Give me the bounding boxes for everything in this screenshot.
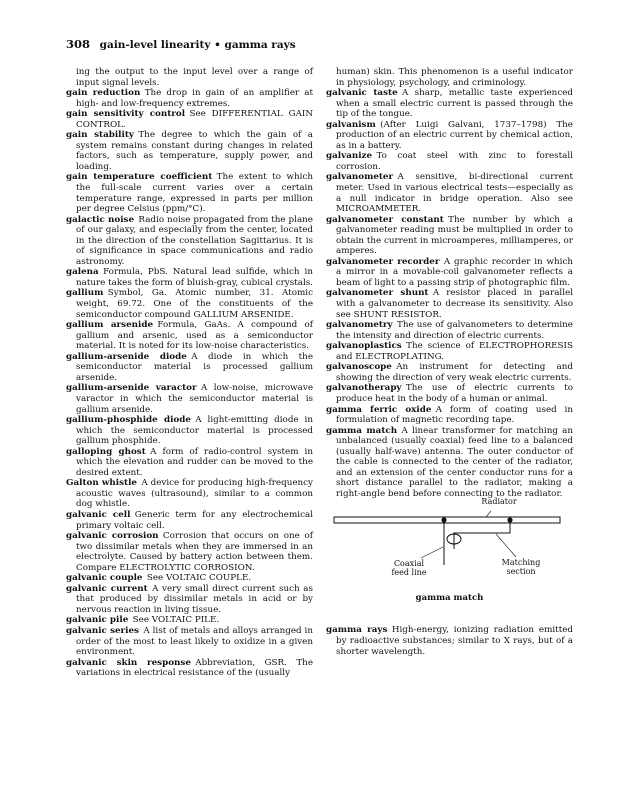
dictionary-entry [66,658,313,679]
entry-definition: A sensitive, bi-directional current meter. Used in various electrical tests—especially as a null indicator in bridge operation. Also see MICROAMMETER. [336,172,573,215]
matching-label-line1: Matching [501,558,541,568]
entry-definition: Formula, GaAs. A compound of gallium and arsenic, used as a semiconductor material. It is noted for its low-noise characteristics. [76,320,313,352]
entry-term: galvanometer recorder [326,256,440,267]
entry-definition: A form of radio-control system in which the elevation and rudder can be moved to the desired extent. [76,446,313,478]
entry-term: galloping ghost [66,446,146,457]
entry-term: galvanoplastics [326,341,402,352]
dictionary-entry [66,130,313,172]
center-connection-dot [441,518,446,523]
entry-term: galvanic corrosion [66,531,159,542]
entry-definition: Symbol, Ga. Atomic number, 31. Atomic weight, 69.72. One of the constituents of the semiconductor compound GALLIUM ARSENIDE. [76,288,313,320]
entry-term: galactic noise [66,214,135,225]
radiator-rod [334,517,560,523]
entry-definition: A light-emitting diode in which the semiconductor material is processed gallium phosphide. [76,415,313,447]
entry-term: gamma rays [326,625,388,636]
dictionary-entry [326,426,573,500]
entry-term: galvanism [326,119,376,130]
coax-label-line1: Coaxial [393,559,425,569]
entry-definition: Corrosion that occurs on one of two dissimilar metals when they are immersed in an electrolyte. Caused by battery action between them. Compare ELECTROLYTIC CORROSION. [76,531,314,573]
entry-definition: A diode in which the semiconductor material is processed gallium arsenide. [76,351,313,383]
coax-feed-label [384,559,434,577]
entry-definition: (After Luigi Galvani, 1737–1798) The production of an electric current by chemical action, as in a battery. [336,119,573,151]
dictionary-entry [326,215,573,257]
coax-label-line2: feed line [391,568,427,578]
entry-term: galvanic couple [66,573,143,584]
dictionary-entry [66,267,313,288]
dictionary-entry [66,352,313,384]
dictionary-entry [66,584,313,616]
entry-term: gain stability [66,130,134,141]
entry-definition: The number by which a galvanometer reading must be multiplied in order to obtain the current in microamperes, milliamperes, or amperes. [336,214,573,257]
dictionary-entry [326,288,573,320]
entry-definition: A form of coating used in formulation of magnetic recording tape. [336,404,573,426]
dictionary-entry [326,88,573,120]
dictionary-entry [326,362,573,383]
entry-definition: A device for producing high-frequency acoustic waves (ultrasound), similar to a common dog whistle. [76,478,313,510]
entry-term: gallium-arsenide diode [66,351,187,362]
dictionary-entry [66,626,313,658]
entry-term: gamma match [326,425,398,436]
dictionary-entry [326,405,573,426]
page-number: 308 [66,37,91,51]
entry-continuation [66,67,313,88]
dictionary-entry [326,625,573,657]
entry-definition: The use of electric currents to produce heat in the body of a human or animal. [336,383,573,404]
entry-definition: A linear transformer for matching an unbalanced (usually coaxial) feed line to a balanced (usually half-wave) antenna. The outer conductor of the cable is connected to the center of the radiator, and an extension of the center conductor runs for a short distance parallel to the radiator, making a right-angle bend before connecting to the radiator. [336,425,573,499]
dictionary-entry [66,288,313,320]
entry-definition: A graphic recorder in which a mirror in a movable-coil galvanometer reflects a beam of light to a passing strip of photographic film. [336,256,573,288]
dictionary-entry [66,573,313,584]
entry-term: galvanic series [66,625,139,636]
dictionary-entry [326,383,573,404]
dictionary-entry [66,109,313,130]
entry-definition: ing the output to the input level over a range of input signal levels. [76,67,313,88]
dictionary-entry [66,215,313,268]
entry-term: galvanic cell [66,509,131,520]
entry-term: galvanoscope [326,362,392,373]
right-column [326,67,573,657]
entry-definition: A list of metals and alloys arranged in order of the most to least likely to oxidize in a given environment. [76,625,313,658]
matching-label-line2: section [506,567,536,577]
matching-section-label [496,558,546,576]
entry-term: galvanometry [326,320,393,331]
entry-term: gallium-phosphide diode [66,415,191,426]
dictionary-entry [326,341,573,362]
entry-term: gallium [66,288,104,299]
entry-term: gallium-arsenide varactor [66,383,197,394]
entry-term: galvanometer constant [326,214,444,225]
entry-term: galvanic taste [326,88,398,99]
left-column [66,67,313,679]
matching-leader [496,534,516,557]
entry-definition: The use of galvanometers to determine the intensity and direction of electric currents. [336,320,573,341]
right-column-entries [326,67,573,499]
entry-term: galvanic current [66,583,148,594]
entry-definition: See VOLTAIC PILE. [132,615,220,626]
entry-term: galena [66,267,99,278]
dictionary-entry [66,447,313,479]
entry-term: galvanometer [326,172,394,183]
entry-definition: An instrument for detecting and showing the direction of very weak electric currents. [336,362,573,383]
dictionary-entry [326,172,573,214]
dictionary-entry [66,172,313,214]
entry-term: galvanic pile [66,615,129,626]
entry-definition: Radio noise propagated from the plane of our galaxy, and especially from the center, located in the direction of the constellation Sagittarius. It is of significance in space communications and radio astronomy. [76,214,313,267]
right-column-after-figure [326,625,573,657]
entry-definition: human) skin. This phenomenon is a useful indicator in physiology, psychology, and criminology. [336,67,573,88]
entry-term: galvanotherapy [326,383,402,394]
running-header [66,37,296,51]
entry-term: galvanic skin response [66,657,191,668]
entry-definition: The extent to which the full-scale current varies over a certain temperature range, expressed in parts per million per degree Celsius (ppm/°C). [76,172,313,215]
dictionary-entry [66,320,313,352]
radiator-label: Radiator [481,497,517,507]
gamma-match-figure [326,497,573,625]
entry-definition: Generic term for any electrochemical primary voltaic cell. [76,509,313,531]
running-title: gain-level linearity • gamma rays [99,39,296,51]
entry-definition: A very small direct current such as that produced by dissimilar metals in acid or by nervous reaction in living tissue. [76,583,313,615]
entry-term: gain temperature coefficient [66,172,213,183]
entry-definition: Formula, PbS. Natural lead sulfide, which in nature takes the form of bluish-gray, cubical crystals. [76,267,314,288]
entry-term: gain reduction [66,88,141,99]
entry-term: gallium arsenide [66,320,154,331]
entry-definition: A sharp, metallic taste experienced when a small electric current is passed through the tip of the tongue. [336,88,573,120]
dictionary-entry [66,531,313,573]
entry-term: gamma ferric oxide [326,404,432,415]
figure-caption: gamma match [415,593,484,604]
dictionary-entry [326,257,573,289]
dictionary-entry [66,615,313,626]
dictionary-entry [326,151,573,172]
dictionary-entry [66,383,313,415]
matching-section [454,523,510,549]
entry-continuation [326,67,573,88]
entry-definition: See DIFFERENTIAL GAIN CONTROL. [76,109,313,130]
radiator-leader [486,511,491,517]
entry-definition: The drop in gain of an amplifier at high- and low-frequency extremes. [76,88,313,109]
entry-definition: The science of ELECTROPHORESIS and ELECTROPLATING. [336,341,573,362]
dictionary-entry [326,320,573,341]
entry-definition: A low-noise, microwave varactor in which the semiconductor material is gallium arsenide. [76,383,313,415]
dictionary-entry [66,510,313,531]
entry-definition: High-energy, ionizing radiation emitted by radioactive substances; similar to X rays, but of a shorter wavelength. [336,625,573,657]
entry-definition: Abbreviation, GSR. The variations in electrical resistance of the (usually [76,657,313,679]
entry-definition: The degree to which the gain of a system remains constant during changes in related factors, such as temperature, supply power, and loading. [76,130,314,172]
dictionary-entry [326,120,573,152]
coax-leader [421,547,443,558]
entry-term: galvanize [326,151,373,162]
dictionary-entry [66,88,313,109]
entry-definition: See VOLTAIC COUPLE. [146,573,252,584]
dictionary-entry [66,415,313,447]
shorting-bar-dot [507,518,512,523]
entry-definition: To coat steel with zinc to forestall corrosion. [336,151,573,172]
dictionary-entry [66,478,313,510]
entry-term: gain sensitivity control [66,109,186,120]
entry-term: Galton whistle [66,478,137,489]
entry-definition: A resistor placed in parallel with a galvanometer to decrease its sensitivity. Also see SHUNT RESISTOR. [336,288,573,320]
entry-term: galvanometer shunt [326,288,429,299]
